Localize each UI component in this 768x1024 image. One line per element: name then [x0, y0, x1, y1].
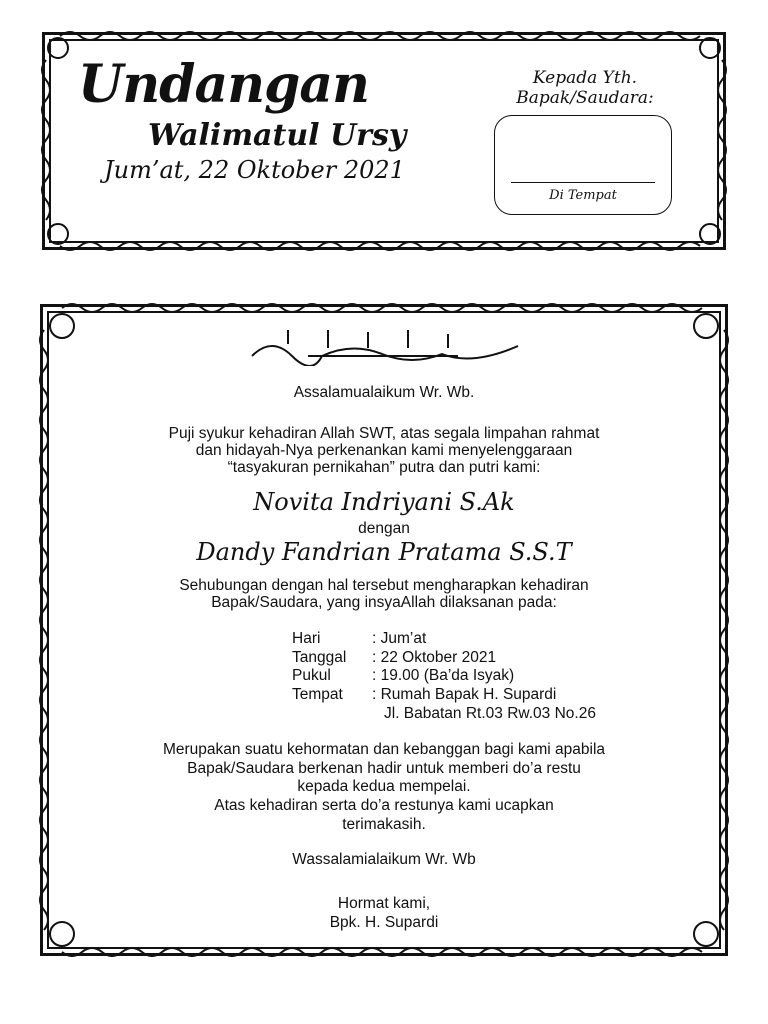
detail-row	[292, 630, 426, 648]
request-line-1: Sehubungan dengan hal tersebut mengharapkan kehadiran	[179, 577, 589, 594]
recipient-line-1: Kepada Yth.	[532, 68, 638, 88]
intro-line-3: “tasyakuran pernikahan” putra dan putri kami:	[227, 459, 541, 476]
invitation-subtitle: Walimatul Ursy	[148, 118, 407, 153]
invitation-date: Jum’at, 22 Oktober 2021	[104, 156, 405, 184]
detail-value: Jl. Babatan Rt.03 Rw.03 No.26	[384, 705, 596, 722]
detail-label: Tanggal	[292, 649, 347, 666]
detail-value: : 22 Oktober 2021	[372, 649, 497, 666]
di-tempat-label: Di Tempat	[549, 188, 617, 203]
detail-label: Pukul	[292, 667, 331, 684]
intro-line-2: dan hidayah-Nya perkenankan kami menyelenggaraan	[195, 442, 573, 459]
recipient-line-2: Bapak/Saudara:	[516, 88, 654, 108]
detail-row	[292, 649, 496, 667]
request-line-2: Bapak/Saudara, yang insyaAllah dilaksanan pada:	[211, 594, 557, 611]
bride-name: Novita Indriyani S.Ak	[253, 488, 515, 516]
detail-value: : 19.00 (Ba’da Isyak)	[372, 667, 515, 684]
closing-line-5: terimakasih.	[342, 816, 426, 833]
closing-line-1: Merupakan suatu kehormatan dan kebanggan bagi kami apabila	[162, 741, 606, 758]
detail-row	[292, 667, 514, 685]
dengan-label: dengan	[358, 520, 410, 537]
signature-line-1: Hormat kami,	[337, 895, 431, 912]
groom-name: Dandy Fandrian Pratama S.S.T	[196, 538, 572, 566]
detail-row	[384, 705, 596, 723]
signature-line-2: Bpk. H. Supardi	[329, 914, 439, 931]
detail-label: Tempat	[292, 686, 343, 703]
intro-line-1: Puji syukur kehadiran Allah SWT, atas segala limpahan rahmat	[168, 425, 600, 442]
farewell: Wassalamialaikum Wr. Wb	[292, 851, 476, 868]
address-box	[494, 115, 672, 215]
address-line	[511, 182, 655, 183]
detail-value: : Rumah Bapak H. Supardi	[372, 686, 557, 703]
detail-row	[292, 686, 556, 704]
closing-line-4: Atas kehadiran serta do’a restunya kami ucapkan	[214, 797, 554, 814]
invitation-title: Undangan	[78, 54, 369, 115]
closing-line-2: Bapak/Saudara berkenan hadir untuk memberi do’a restu	[187, 760, 581, 777]
detail-value: : Jum’at	[372, 630, 427, 647]
detail-label: Hari	[292, 630, 321, 647]
greeting: Assalamualaikum Wr. Wb.	[293, 384, 475, 401]
bismillah-calligraphy-icon	[248, 326, 522, 366]
closing-line-3: kepada kedua mempelai.	[297, 778, 471, 795]
recipient-heading	[500, 68, 670, 108]
